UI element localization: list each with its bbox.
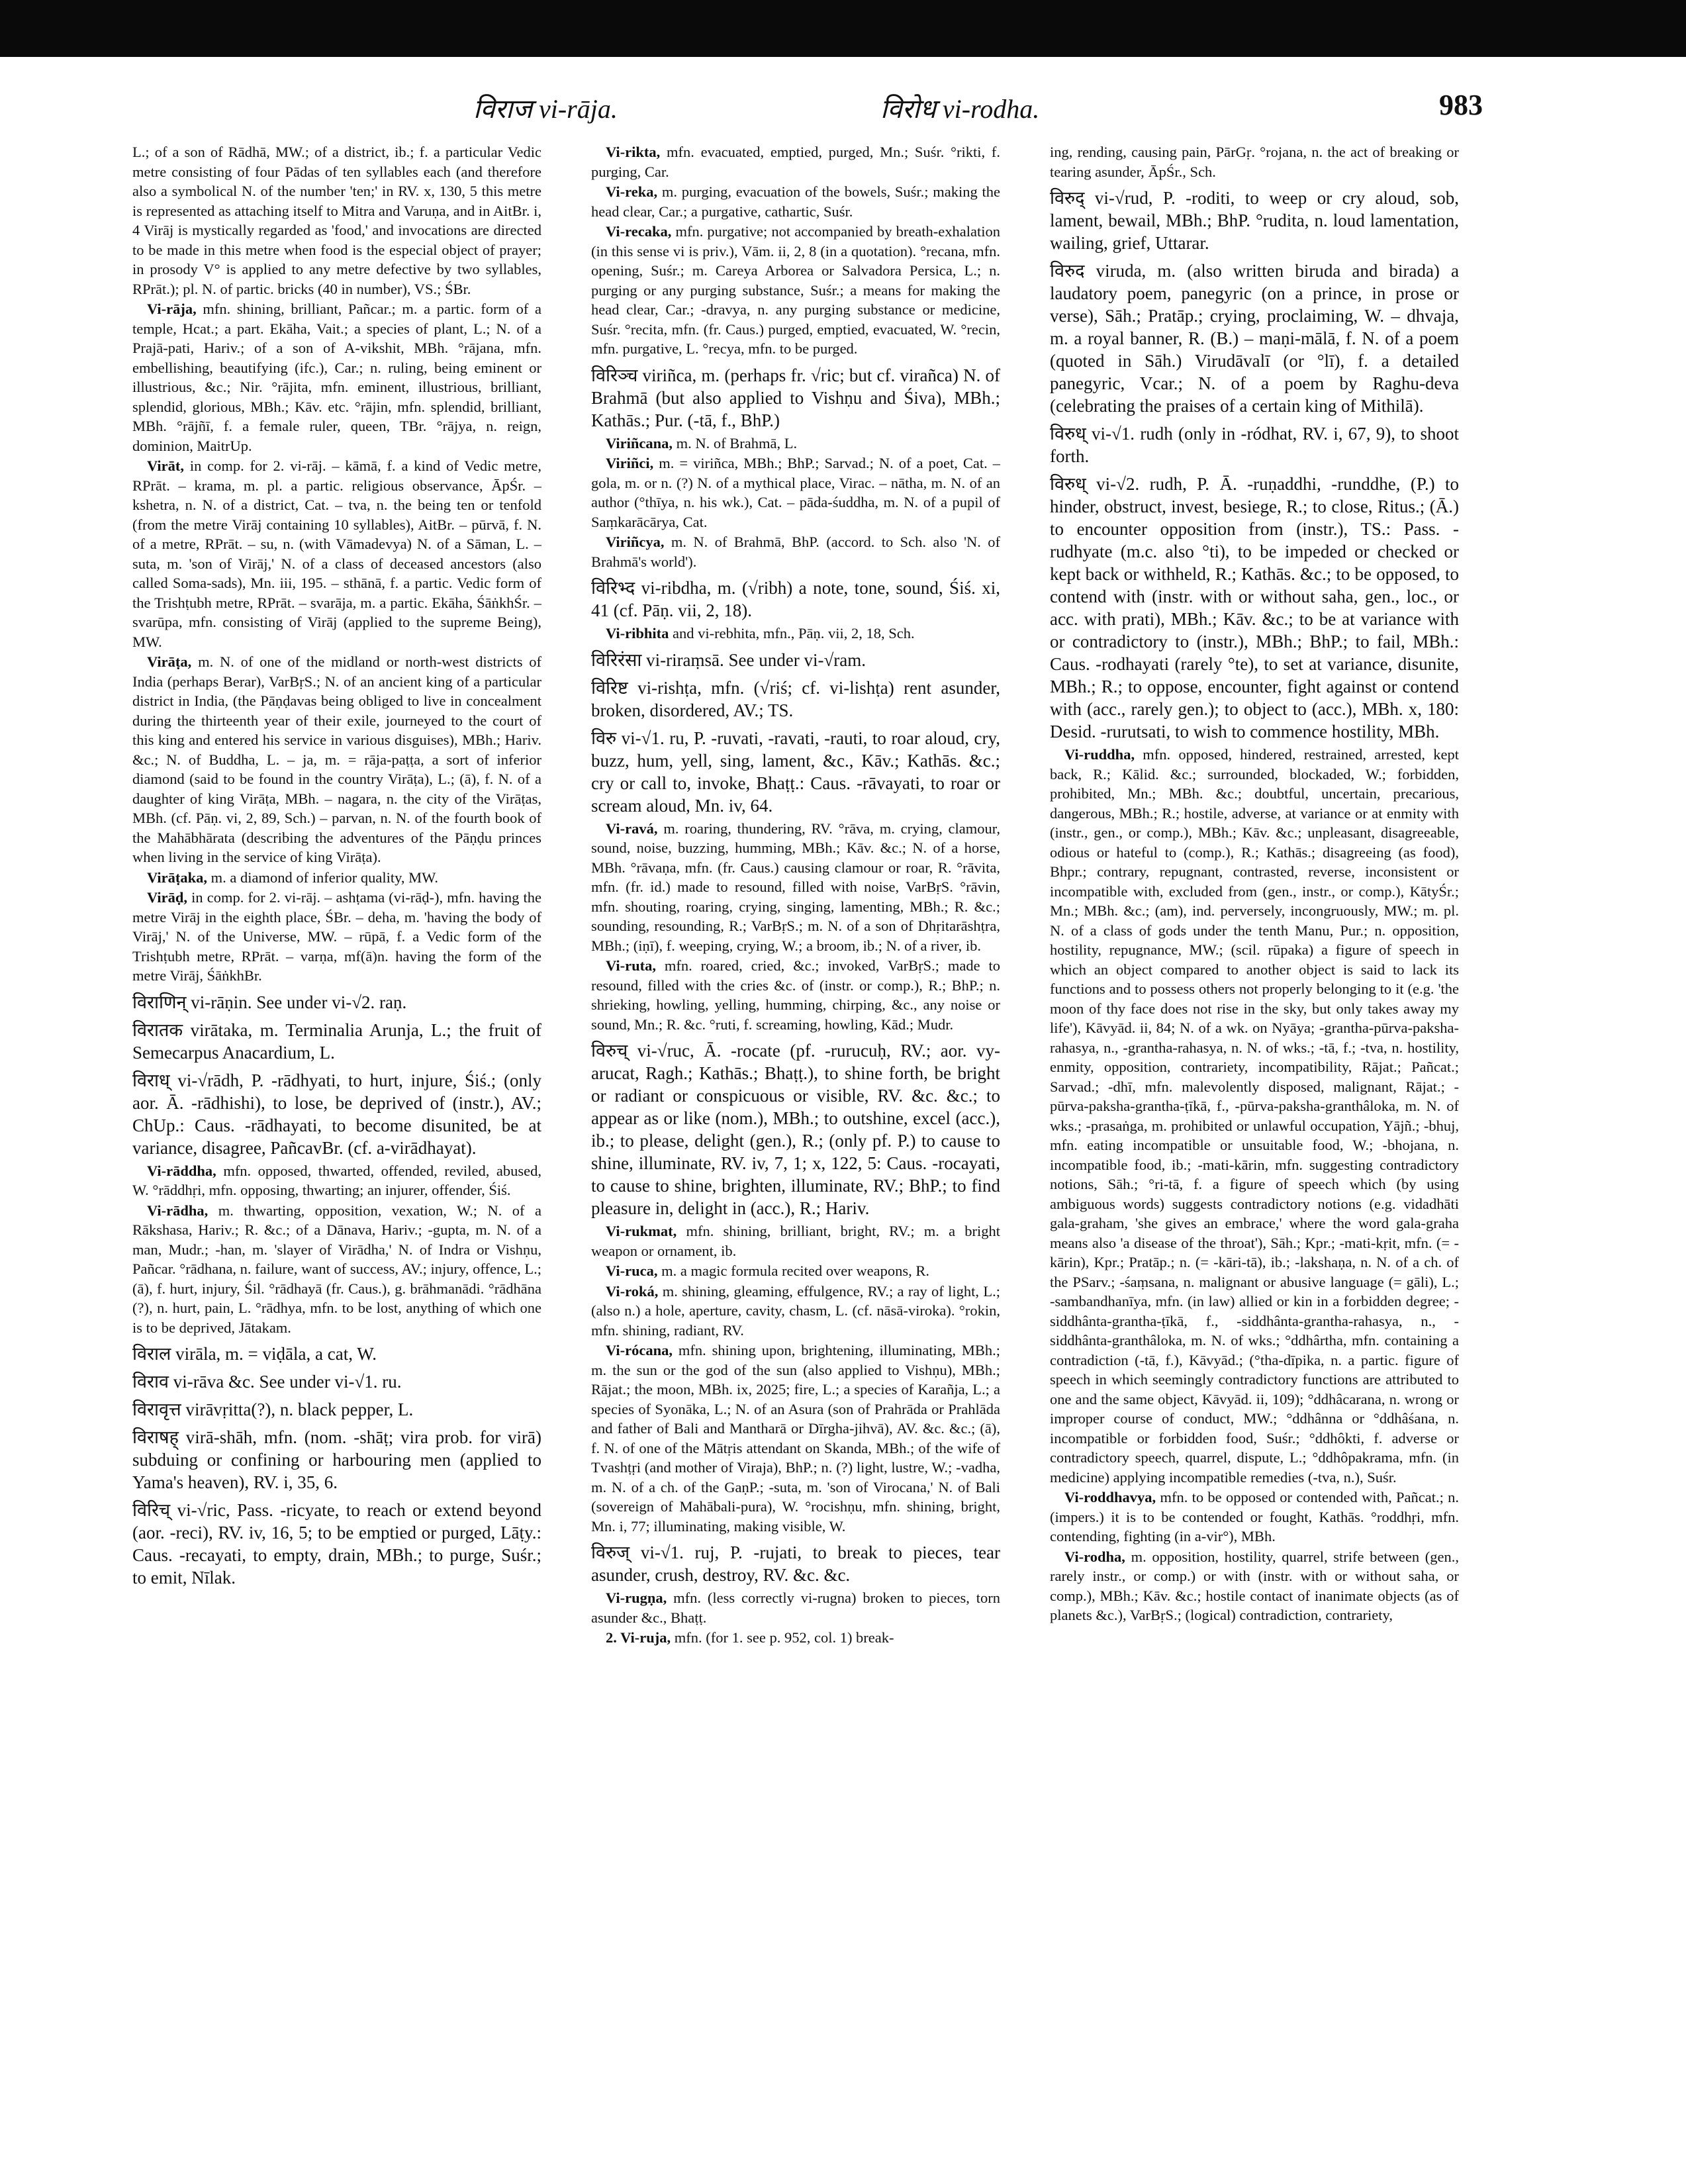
dictionary-entry <box>132 1343 541 1365</box>
dictionary-entry <box>1050 1488 1459 1546</box>
entry-text: mfn. evacuated, emptied, purged, Mn.; Suśr. °rikti, f. purging, Car. <box>591 144 1000 180</box>
dictionary-entry <box>1050 142 1459 181</box>
entry-headword: Vi-rikta, <box>606 144 661 160</box>
dictionary-entry <box>591 956 1000 1034</box>
entry-headword: Vi-ruca, <box>606 1262 658 1279</box>
entry-text: m. opposition, hostility, quarrel, strife between (gen., rarely instr., or comp.) or with (instr. with or without saha, or comp.), MBh.; Kāv. &c.; hostile contact of inanimate objects (as of planets &c.), VarBṛS.; (logical) contradiction, contrariety, <box>1050 1548 1459 1623</box>
entry-headword: Virāṭaka, <box>147 869 208 886</box>
entry-text: विरुद् vi-√rud, P. -roditi, to weep or cry aloud, sob, lament, bewail, MBh.; BhP. °rudita, n. loud lamentation, wailing, grief, Uttarar. <box>1050 188 1459 253</box>
entry-headword: Vi-ravá, <box>606 820 658 837</box>
entry-headword: Vi-reka, <box>606 183 658 200</box>
entry-headword: Vi-rukmat, <box>606 1223 677 1239</box>
entry-text: विरुध् vi-√1. rudh (only in -ródhat, RV. i, 67, 9), to shoot forth. <box>1050 424 1459 466</box>
entry-text: विरुज् vi-√1. ruj, P. -rujati, to break to pieces, tear asunder, crush, destroy, RV. &c. &c. <box>591 1543 1000 1585</box>
entry-text: m. = viriñca, MBh.; BhP.; Sarvad.; N. of a poet, Cat. – gola, m. or n. (?) N. of a mythical place, Virac. – nātha, m. N. of an author (°thīya, n. his wk.), Cat. – pāda-śuddha, m. N. of a pupil of Saṃkarācārya, Cat. <box>591 455 1000 530</box>
entry-headword: Vi-roká, <box>606 1282 659 1300</box>
entry-text: विरुच् vi-√ruc, Ā. -rocate (pf. -rurucuḥ, RV.; aor. vy-arucat, Ragh.; Kathās.; Bhaṭṭ.), to shine forth, be bright or radiant or conspicuous or visible, RV. &c. &c.; to appear as or like (nom.), MBh.; to outshine, excel (acc.), ib.; to please, delight (gen.), R.; (only pf. P.) to cause to shine, illuminate, RV. iv, 7, 1; x, 122, 5: Caus. -rocayati, to cause to shine, brighten, illuminate, RV.; BhP.; to find pleasure in, delight in (acc.), R.; Hariv. <box>591 1041 1000 1218</box>
header-left-guideword: विराज vi-rāja. <box>473 94 618 124</box>
entry-headword: Vi-rāddha, <box>147 1162 216 1179</box>
entry-text: mfn. shining, brilliant, Pañcar.; m. a partic. form of a temple, Hcat.; a part. Ekāha, Vait.; a species of plant, L.; N. of a Prajā-pati, Hariv.; of a son of A-vikshit, MBh. °rājana, mfn. embellishing, beautifying (ifc.), Car.; n. ruling, being eminent or illustrious, &c.; Nir. °rājita, mfn. eminent, illustrious, brilliant, splendid, glorious, MBh.; Kāv. etc. °rājin, mfn. splendid, brilliant, MBh. °rājñī, f. a female ruler, queen, TBr. °rājya, n. reign, dominion, MaitrUp. <box>132 301 541 454</box>
dictionary-entry <box>591 677 1000 722</box>
entry-text: mfn. shining upon, brightening, illuminating, MBh.; m. the sun or the god of the sun (also applied to Vishṇu), MBh.; Rājat.; the moon, MBh. ix, 2025; fire, L.; a species of Karañja, L.; a species of Syonāka, L.; N. of an Asura (son of Prahrāda or Prahlāda and father of Bali and Mantharā or Dīrgha-jihvā), AV. &c. &c.; (ā), f. N. of one of the Mātṛis attendant on Skanda, MBh.; of the wife of Tvashṭṛi (and mother of Viraja), BhP.; n. (?) light, lustre, W.; -vadha, m. N. of a ch. of the GaṇP.; -suta, m. 'son of Virocana,' N. of Bali (sovereign of Mahābali-pura), W. °rocishṇu, mfn. shining, bright, Mn. i, 77; illuminating, making visible, W. <box>591 1342 1000 1535</box>
entry-headword: 2. Vi-ruja, <box>606 1629 671 1646</box>
entry-text: विरुध् vi-√2. rudh, P. Ā. -ruṇaddhi, -runddhe, (P.) to hinder, obstruct, invest, besiege, R.; to close, Ritus.; (Ā.) to encounter opposition from (instr.), TS.: Pass. -rudhyate (m.c. also °ti), to be impeded or checked or kept back or withheld, R.; Kathās. &c.; to be opposed, to contend with (instr. with or without saha, gen., loc., or acc. with prati), MBh.; Kāv. &c.; to be at variance with or contradictory to (instr.), MBh.; BhP.; to fail, MBh.: Caus. -rodhayati (rarely °te), to set at variance, disunite, MBh.; R.; to oppose, encounter, fight against or contend with (acc., rarely gen.); to object to (acc.), MBh. x, 180: Desid. -rurutsati, to wish to commence hostility, MBh. <box>1050 474 1459 741</box>
entry-text: m. purging, evacuation of the bowels, Suśr.; making the head clear, Car.; a purgative, cathartic, Suśr. <box>591 183 1000 220</box>
column-1 <box>132 142 541 2161</box>
entry-text: in comp. for 2. vi-rāj. – ashṭama (vi-rāḍ-), mfn. having the metre Virāj in the eighth place, ŚBr. – deha, m. 'having the body of Virāj,' N. of the Universe, MW. – rūpā, f. a Vedic form of the Trishṭubh metre, RPrāt. – varṇa, mf(ā)n. having the form of the metre Virāj, ŚāṅkhBr. <box>132 889 541 984</box>
entry-headword: Vi-recaka, <box>606 223 672 240</box>
entry-text: in comp. for 2. vi-rāj. – kāmā, f. a kind of Vedic metre, RPrāt. – krama, m. pl. a partic. religious observance, ĀpŚr. – kshetra, n. N. of a district, Cat. – tva, n. the being ten or tenfold (from the metre Virāj containing 10 syllables), AitBr. – pūrvā, f. N. of a metre, RPrāt. – su, n. (with Vāmadevya) N. of a Sāman, L. – suta, m. 'son of Virāj,' N. of a class of deceased ancestors (also called Soma-sads), Mn. iii, 195. – sthānā, f. a partic. Vedic form of the Trishṭubh metre, RPrāt. – svarāja, m. a partic. Ekāha, ŚāṅkhŚr. – svarūpa, mfn. consisting of Virāj (applied to the supreme Being), MW. <box>132 457 541 650</box>
entry-text: mfn. to be opposed or contended with, Pañcat.; n. (impers.) it is to be contended or fought, Kathās. °roddhṛi, mfn. contending, fighting (in a-vir°), MBh. <box>1050 1489 1459 1544</box>
entry-headword: Vi-rodha, <box>1064 1548 1125 1565</box>
entry-text: mfn. opposed, thwarted, offended, reviled, abused, W. °rāddhṛi, mfn. opposing, thwarting; an injurer, offender, Śiś. <box>132 1162 541 1198</box>
entry-headword: Viriñcana, <box>606 434 673 451</box>
entry-headword: Vi-rócana, <box>606 1342 673 1358</box>
entry-text: m. N. of Brahmā, L. <box>676 434 798 451</box>
entry-text: विराणिन् vi-rāṇin. See under vi-√2. raṇ. <box>132 992 407 1012</box>
dictionary-entry <box>591 222 1000 359</box>
dictionary-entry <box>591 1541 1000 1586</box>
entry-text: ing, rending, causing pain, PārGṛ. °rojana, n. the act of breaking or tearing asunder, ĀpŚr., Sch. <box>1050 144 1459 180</box>
dictionary-entry <box>591 532 1000 571</box>
dictionary-entry <box>132 868 541 888</box>
dictionary-entry <box>132 991 541 1014</box>
dictionary-entry <box>591 624 1000 643</box>
dictionary-entry <box>132 1201 541 1338</box>
dictionary-entry <box>1050 260 1459 417</box>
entry-headword: Virāṭa, <box>147 653 192 670</box>
dictionary-entry <box>132 1019 541 1064</box>
header-right-guideword: विरोध vi-rodha. <box>880 94 1040 124</box>
entry-text: विराल virāla, m. = viḍāla, a cat, W. <box>132 1344 377 1364</box>
entry-text: m. shining, gleaming, effulgence, RV.; a ray of light, L.; (also n.) a hole, aperture, cavity, chasm, L. (cf. nāsā-viroka). °rokin, mfn. shining, radiant, RV. <box>591 1282 1000 1339</box>
dictionary-entry <box>591 1039 1000 1219</box>
dictionary-entry <box>591 453 1000 532</box>
dictionary-entry <box>132 652 541 867</box>
dictionary-entry <box>591 434 1000 453</box>
dictionary-entry <box>591 142 1000 181</box>
entry-text: m. thwarting, opposition, vexation, W.; N. of a Rākshasa, Hariv.; R. &c.; of a Dānava, Hariv.; -gupta, m. N. of a man, Mudr.; -han, m. 'slayer of Virādha,' N. of Indra or Vishṇu, Pañcar. °rādhana, n. failure, want of success, AV.; injury, offence, L.; (ā), f. hurt, injury, Śil. °rādhayā (fr. Caus.), g. brāhmanādi. °rādhāna (?), n. hurt, pain, L. °rādhya, mfn. to be lost, anything of which one is to be deprived, Jātakam. <box>132 1202 541 1336</box>
entry-text: and vi-rebhita, mfn., Pāṇ. vii, 2, 18, Sch. <box>673 625 915 641</box>
entry-headword: Vi-rādha, <box>147 1202 209 1219</box>
entry-headword: Viriñcya, <box>606 534 665 550</box>
entry-text: m. N. of Brahmā, BhP. (accord. to Sch. also 'N. of Brahmā's world'). <box>591 534 1000 570</box>
entry-headword: Viriñci, <box>606 455 654 471</box>
dictionary-entry <box>591 1261 1000 1281</box>
entry-headword: Vi-ruddha, <box>1064 746 1135 763</box>
dictionary-entry <box>1050 745 1459 1487</box>
entry-text: विराध् vi-√rādh, P. -rādhyati, to hurt, injure, Śiś.; (only aor. Ā. -rādhishi), to lose, be deprived of (instr.), AV.; ChUp.: Caus. -rādhayati, to become disunited, be at variance, disagree, PañcavBr. (cf. a-virādhayat). <box>132 1070 541 1158</box>
entry-text: विरिरंसा vi-riraṃsā. See under vi-√ram. <box>591 649 866 670</box>
dictionary-entry <box>591 727 1000 817</box>
dictionary-entry <box>591 1221 1000 1260</box>
dictionary-entry <box>132 1161 541 1200</box>
dictionary-entry <box>132 299 541 455</box>
dictionary-entry <box>1050 422 1459 467</box>
dictionary-entry <box>132 1426 541 1494</box>
dictionary-entry <box>591 1282 1000 1341</box>
dictionary-entry <box>1050 473 1459 743</box>
dictionary-entry <box>591 577 1000 622</box>
entry-text: विरातक virātaka, m. Terminalia Arunja, L.; the fruit of Semecarpus Anacardium, L. <box>132 1020 541 1063</box>
entry-text: विराषह् virā-shāh, mfn. (nom. -shāṭ; vira prob. for virā) subduing or confining or harbouring men (applied to Yama's heaven), RV. i, 35, 6. <box>132 1427 541 1492</box>
entry-text: m. a magic formula recited over weapons, R. <box>661 1262 930 1279</box>
entry-text: mfn. shining, brilliant, bright, RV.; m. a bright weapon or ornament, ib. <box>591 1223 1000 1259</box>
entry-text: m. a diamond of inferior quality, MW. <box>211 869 438 886</box>
entry-text: विरिच् vi-√ric, Pass. -ricyate, to reach or extend beyond (aor. -reci), RV. iv, 16, 5; to be emptied or purged, Lāṭy.: Caus. -recayati, to empty, drain, MBh.; to purge, Suśr.; to emit, Nīlak. <box>132 1500 541 1588</box>
entry-text: विरिञ्च viriñca, m. (perhaps fr. √ric; but cf. virañca) N. of Brahmā (but also applied to Vishṇu and Śiva), MBh.; Kathās.; Pur. (-tā, f., BhP.) <box>591 365 1000 430</box>
dictionary-entry <box>591 364 1000 432</box>
dictionary-entry <box>132 456 541 651</box>
entry-text: mfn. roared, cried, &c.; invoked, VarBṛS.; made to resound, filled with the cries &c. of (instr. or comp.), R.; BhP.; n. shrieking, howling, yelling, humming, chirping, &c., any noise or sound, Mn.; R. &c. °ruti, f. screaming, howling, Kād.; Mudr. <box>591 957 1000 1033</box>
column-3 <box>1050 142 1459 2161</box>
entry-text: m. N. of one of the midland or north-west districts of India (perhaps Berar), VarBṛS.; N. of an ancient king of a particular district in India, (the Pāṇḍavas being obliged to live in concealment during the thirteenth year of their exile, journeyed to the court of this king and entered his service in various disguises), MBh.; Hariv. &c.; N. of Buddha, L. – ja, m. = rāja-paṭṭa, a sort of inferior diamond (said to be found in the country Virāṭa), L.; (ā), f. N. of a daughter of king Virāṭa, MBh. – nagara, n. the city of the Virāṭas, MBh. (cf. Pāṇ. vi, 2, 89, Sch.) – parvan, n. N. of the fourth book of the Mahābhārata (describing the adventures of the Pāṇḍu princes when living in the service of king Virāṭa). <box>132 653 541 865</box>
page-number: 983 <box>1439 89 1483 121</box>
entry-text: mfn. (less correctly vi-rugna) broken to pieces, torn asunder &c., Bhaṭṭ. <box>591 1590 1000 1626</box>
entry-text: विरिष्ट vi-rishṭa, mfn. (√riś; cf. vi-lishṭa) rent asunder, broken, disordered, AV.; TS. <box>591 677 1000 720</box>
dictionary-entry <box>132 142 541 299</box>
entry-text: mfn. purgative; not accompanied by breath-exhalation (in this sense vi is priv.), Vām. ii, 2, 8 (in a quotation). °recana, mfn. opening, Suśr.; m. Careya Arborea or Salvadora Persica, L.; n. purging or any purging substance, Suśr.; a means for making the head clear, Car.; -dravya, n. any purging substance or medicine, Suśr. °recita, mfn. (fr. Caus.) purged, emptied, evacuated, W. °recin, mfn. purgative, L. °recya, mfn. to be purged. <box>591 223 1000 357</box>
entry-headword: Vi-roddhavya, <box>1064 1489 1156 1505</box>
entry-text: m. roaring, thundering, RV. °rāva, m. crying, clamour, sound, noise, buzzing, humming, MBh.; Kāv. &c.; N. of a horse, MBh. °rāvaṇa, mfn. (fr. Caus.) causing clamour or roar, R. °rāvita, mfn. (fr. id.) made to resound, filled with noise, VarBṛS. °rāvin, mfn. shouting, roaring, crying, singing, lamenting, MBh.; R. &c.; sounding, resounding, R.; VarBṛS.; m. N. of a son of Dhṛitarāshṭra, MBh.; (iṇī), f. weeping, crying, W.; a broom, ib.; N. of a river, ib. <box>591 820 1000 954</box>
top-black-band <box>0 0 1686 57</box>
dictionary-entry <box>591 182 1000 221</box>
dictionary-entry <box>1050 1547 1459 1625</box>
entry-text: विराव vi-rāva &c. See under vi-√1. ru. <box>132 1372 402 1392</box>
dictionary-entry <box>591 649 1000 671</box>
column-2 <box>591 142 1000 2161</box>
dictionary-entry <box>591 819 1000 956</box>
entry-text: L.; of a son of Rādhā, MW.; of a district, ib.; f. a particular Vedic metre consisting of four Pādas of ten syllables each (and therefore also a symbolical N. of the number 'ten;' in RV. x, 130, 5 this metre is represented as attaching itself to Mitra and Varuṇa, and in AitBr. i, 4 Virāj is mystically regarded as 'food,' and invocations are directed to be made in this metre when food is the especial object of prayer; in prosody V° is applied to any metre defective by two syllables, RPrāt.); pl. N. of partic. bricks (40 in number), VS.; ŚBr. <box>132 144 541 297</box>
entry-text: विरु vi-√1. ru, P. -ruvati, -ravati, -rauti, to roar aloud, cry, buzz, hum, yell, sing, lament, &c., Kāv.; Kathās. &c.; cry or call to, invoke, Bhaṭṭ.: Caus. -rāvayati, to roar or scream aloud, Mn. iv, 64. <box>591 728 1000 816</box>
dictionary-entry <box>132 888 541 986</box>
entry-text: विरिभ्द vi-ribdha, m. (√ribh) a note, tone, sound, Śiś. xi, 41 (cf. Pāṇ. vii, 2, 18). <box>591 578 1000 620</box>
entry-text: विरुद viruda, m. (also written biruda and birada) a laudatory poem, panegyric (on a prince, in prose or verse), Sāh.; Pratāp.; crying, proclaiming, W. – dhvaja, m. a royal banner, R. (B.) – maṇi-mālā, f. N. of a poem (quoted in Sāh.) Virudāvalī (or °lī), f. a detailed panegyric, Vcar.; N. of a poem by Raghu-deva (celebrating the praises of a certain king of Mithilā). <box>1050 261 1459 416</box>
dictionary-entry <box>1050 187 1459 254</box>
dictionary-entry <box>591 1628 1000 1648</box>
entry-headword: Virāḍ, <box>147 889 188 906</box>
dictionary-entry <box>591 1341 1000 1536</box>
entry-headword: Vi-ribhita <box>606 625 669 641</box>
dictionary-entry <box>591 1588 1000 1627</box>
dictionary-entry <box>132 1370 541 1393</box>
entry-headword: Vi-rugṇa, <box>606 1590 667 1606</box>
entry-text: mfn. (for 1. see p. 952, col. 1) break- <box>674 1629 894 1646</box>
entry-text: mfn. opposed, hindered, restrained, arrested, kept back, R.; Kālid. &c.; surrounded, blockaded, W.; forbidden, prohibited, Mn.; MBh. &c.; doubtful, uncertain, precarious, dangerous, MBh.; R.; hostile, adverse, at variance or at enmity with (instr., gen., or comp.), MBh.; Kāv. &c.; unpleasant, disagreeable, odious or hateful to (comp.), R.; Kathās.; disagreeing (as food), Bhpr.; contrary, repugnant, contrasted, reverse, inconsistent or incompatible with, excluded from (gen., instr., or comp.), KātyŚr.; Mn.; MBh. &c.; (am), ind. perversely, incongruously, MW.; m. pl. N. of a class of gods under the tenth Manu, Pur.; n. opposition, hostility, repugnance, MW.; (scil. rūpaka) a figure of speech in which an object compared to another object is said to lack its functions and to possess others not properly belonging to it (e.g. 'the moon of thy face does not rise in the sky, but only takes away my life'), Kāvyād. ii, 84; N. of a wk. on Nyāya; -grantha-pūrva-paksha-rahasya, n., -grantha-rahasya, n. N. of wks.; -tā, f.; -tva, n. hostility, enmity, opposition, contrariety, incompatibility, Rājat.; Pañcat.; Sarvad.; -dhī, mfn. malevolently disposed, malignant, Rājat.; -pūrva-paksha-grantha-ṭīkā, f., -pūrva-paksha-granthâloka, m. N. of wks.; -prasaṅga, m. prohibited or unlawful occupation, Yājñ.; -bhuj, mfn. eating incompatible or unsuitable food, W.; -bhojana, n. incompatible food, ib.; -mati-kārin, mfn. suggesting contradictory notions, Sāh.; °ri-tā, f. a figure of speech which (by using ambiguous words) suggests contradictory notions (e.g. vidadhāti gala-graham, 'she gives an embrace,' where the word gala-graha means also 'a disease of the throat'), Sāh.; Kpr.; -mati-kṛit, mfn. (= -kārin), Kpr.; Pratāp.; n. (= -kāri-tā), ib.; -lakshaṇa, n. N. of a ch. of the PSarv.; -śaṃsana, n. malignant or abusive language (= gāli), L.; -sambandhanīya, mfn. (in law) allied or kin in a forbidden degree; -siddhânta-grantha-ṭīkā, f., -siddhânta-grantha-rahasya, n., -siddhânta-granthâloka, m. N. of wks.; °ddhârtha, mfn. containing a contradiction (-tā, f.), Kāvyād.; (°tha-dīpika, n. a partic. figure of speech in which seemingly contradictory functions are attributed to one and the same object, Kāvyād. ii, 109); °ddhâcarana, n. wrong or improper course of conduct, MW.; °ddhânna or °ddhâśana, n. incompatible or forbidden food, Suśr.; °ddhôkti, f. adverse or contradictory speech, quarrel, dispute, L.; °ddhôpakrama, mfn. (in medicine) applying incompatible remedies (-tva, n.), Suśr. <box>1050 746 1459 1486</box>
page-header <box>132 83 1483 129</box>
entry-text: विरावृत्त virāvṛitta(?), n. black pepper, L. <box>132 1400 414 1419</box>
entry-headword: Vi-ruta, <box>606 957 657 974</box>
entry-headword: Vi-rāja, <box>147 301 197 317</box>
entry-headword: Virāt, <box>147 457 185 474</box>
dictionary-entry <box>132 1499 541 1589</box>
dictionary-entry <box>132 1398 541 1421</box>
dictionary-entry <box>132 1069 541 1159</box>
